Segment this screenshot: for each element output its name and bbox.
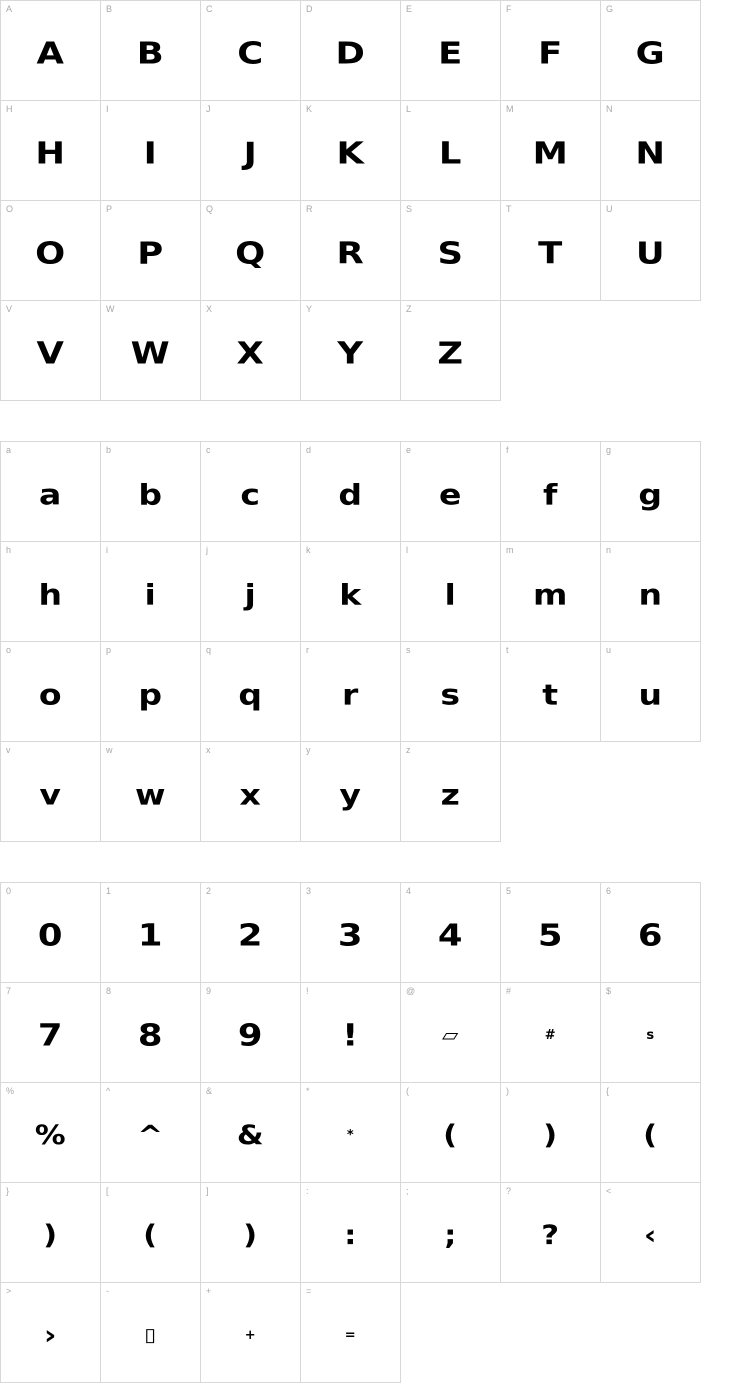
glyph-render: Z xyxy=(437,335,464,372)
glyph-code-label: D xyxy=(306,4,313,14)
glyph-render: G xyxy=(635,35,666,72)
glyph-cell[interactable] xyxy=(401,542,501,642)
glyph-block-lowercase xyxy=(0,441,701,842)
glyph-cell[interactable] xyxy=(501,442,601,542)
glyph-code-label: B xyxy=(106,4,113,14)
glyph-render: A xyxy=(36,35,65,72)
glyph-code-label: } xyxy=(6,1186,10,1196)
glyph-cell[interactable] xyxy=(501,1,601,101)
glyph-code-label: q xyxy=(206,645,212,655)
glyph-code-label: i xyxy=(106,545,108,555)
glyph-cell[interactable] xyxy=(1,542,101,642)
glyph-render: g xyxy=(638,477,663,512)
glyph-code-label: E xyxy=(406,4,413,14)
glyph-render: 8 xyxy=(137,1017,164,1054)
glyph-render: * xyxy=(346,1128,355,1143)
glyph-render: 1 xyxy=(137,917,164,954)
glyph-render: 9 xyxy=(237,1017,264,1054)
glyph-cell[interactable] xyxy=(101,1083,201,1183)
glyph-code-label: e xyxy=(406,445,412,455)
glyph-render: R xyxy=(336,235,365,272)
glyph-cell[interactable] xyxy=(401,301,501,401)
glyph-code-label: * xyxy=(306,1086,310,1096)
glyph-render: ) xyxy=(43,1220,58,1251)
glyph-render: = xyxy=(344,1328,357,1343)
glyph-code-label: j xyxy=(206,545,208,555)
glyph-cell[interactable] xyxy=(401,1183,501,1283)
glyph-cell-empty xyxy=(401,1283,500,1382)
glyph-cell[interactable] xyxy=(601,642,701,742)
glyph-render: J xyxy=(243,135,258,172)
glyph-cell[interactable] xyxy=(201,983,301,1083)
glyph-cell[interactable] xyxy=(101,742,201,842)
glyph-cell[interactable] xyxy=(101,542,201,642)
glyph-code-label: z xyxy=(406,745,411,755)
glyph-render: 4 xyxy=(437,917,464,954)
glyph-code-label: L xyxy=(406,104,412,114)
glyph-code-label: 7 xyxy=(6,986,12,996)
glyph-render: o xyxy=(38,677,63,712)
glyph-cell[interactable] xyxy=(501,201,601,301)
glyph-cell[interactable] xyxy=(201,642,301,742)
glyph-cell-empty xyxy=(501,742,600,841)
glyph-code-label: t xyxy=(506,645,509,655)
glyph-render: S xyxy=(437,235,464,272)
glyph-render: ▯ xyxy=(144,1324,157,1347)
glyph-render: P xyxy=(137,235,164,272)
glyph-cell[interactable] xyxy=(501,1183,601,1283)
glyph-render: i xyxy=(144,577,157,612)
glyph-cell[interactable] xyxy=(101,1283,201,1383)
glyph-cell[interactable] xyxy=(401,983,501,1083)
glyph-render: ( xyxy=(143,1220,158,1251)
glyph-code-label: 2 xyxy=(206,886,212,896)
glyph-render: E xyxy=(438,35,463,72)
glyph-render: k xyxy=(339,577,362,612)
glyph-code-label: Z xyxy=(406,304,412,314)
glyph-code-label: Y xyxy=(306,304,313,314)
glyph-cell[interactable] xyxy=(601,983,701,1083)
glyph-render: B xyxy=(136,35,165,72)
glyph-render: N xyxy=(635,135,666,172)
glyph-cell[interactable] xyxy=(1,201,101,301)
glyph-cell[interactable] xyxy=(101,201,201,301)
glyph-render: C xyxy=(237,35,264,72)
glyph-render: ) xyxy=(243,1220,258,1251)
glyph-cell[interactable] xyxy=(501,1083,601,1183)
glyph-render: L xyxy=(438,135,463,172)
glyph-code-label: = xyxy=(306,1286,312,1296)
glyph-cell[interactable] xyxy=(201,1083,301,1183)
glyph-code-label: ^ xyxy=(106,1086,111,1096)
glyph-render: 7 xyxy=(37,1017,64,1054)
glyph-cell[interactable] xyxy=(301,1283,401,1383)
glyph-render: e xyxy=(438,477,463,512)
glyph-block-uppercase xyxy=(0,0,701,401)
glyph-code-label: w xyxy=(106,745,113,755)
glyph-code-label: % xyxy=(6,1086,15,1096)
glyph-code-label: - xyxy=(106,1286,109,1296)
glyph-cell[interactable] xyxy=(501,983,601,1083)
glyph-render: V xyxy=(36,335,65,372)
glyph-code-label: > xyxy=(6,1286,12,1296)
glyph-code-label: J xyxy=(206,104,211,114)
glyph-code-label: 3 xyxy=(306,886,312,896)
glyph-code-label: p xyxy=(106,645,112,655)
glyph-cell[interactable] xyxy=(301,1183,401,1283)
glyph-cell[interactable] xyxy=(201,201,301,301)
glyph-cell[interactable] xyxy=(201,1,301,101)
glyph-cell[interactable] xyxy=(501,542,601,642)
glyph-code-label: y xyxy=(306,745,311,755)
glyph-code-label: $ xyxy=(606,986,612,996)
glyph-cell[interactable] xyxy=(601,201,701,301)
glyph-code-label: + xyxy=(206,1286,212,1296)
glyph-cell[interactable] xyxy=(301,101,401,201)
glyph-code-label: v xyxy=(6,745,11,755)
glyph-cell[interactable] xyxy=(401,201,501,301)
glyph-cell[interactable] xyxy=(601,1083,701,1183)
glyph-code-label: < xyxy=(606,1186,612,1196)
glyph-code-label: k xyxy=(306,545,311,555)
glyph-render: u xyxy=(638,677,663,712)
glyph-render: p xyxy=(138,677,163,712)
glyph-cell[interactable] xyxy=(401,883,501,983)
glyph-code-label: : xyxy=(306,1186,309,1196)
glyph-code-label: 5 xyxy=(506,886,512,896)
glyph-cell[interactable] xyxy=(301,201,401,301)
glyph-code-label: A xyxy=(6,4,13,14)
glyph-cell[interactable] xyxy=(101,983,201,1083)
block-separator xyxy=(0,842,740,882)
glyph-cell[interactable] xyxy=(501,101,601,201)
glyph-render: 6 xyxy=(637,917,664,954)
glyph-render: t xyxy=(542,677,559,712)
glyph-cell[interactable] xyxy=(101,883,201,983)
glyph-code-label: M xyxy=(506,104,514,114)
glyph-cell[interactable] xyxy=(301,642,401,742)
glyph-render: s xyxy=(646,1028,655,1043)
glyph-cell[interactable] xyxy=(401,101,501,201)
glyph-cell[interactable] xyxy=(301,301,401,401)
glyph-code-label: 6 xyxy=(606,886,612,896)
glyph-cell[interactable] xyxy=(601,101,701,201)
glyph-code-label: G xyxy=(606,4,614,14)
glyph-cell[interactable] xyxy=(101,101,201,201)
glyph-cell[interactable] xyxy=(301,983,401,1083)
glyph-cell[interactable] xyxy=(101,301,201,401)
glyph-render: 3 xyxy=(337,917,364,954)
glyph-code-label: # xyxy=(506,986,512,996)
glyph-cell[interactable] xyxy=(201,301,301,401)
glyph-cell[interactable] xyxy=(301,1083,401,1183)
glyph-cell[interactable] xyxy=(201,742,301,842)
glyph-render: O xyxy=(35,235,66,272)
glyph-code-label: h xyxy=(6,545,12,555)
glyph-cell[interactable] xyxy=(1,983,101,1083)
glyph-render: T xyxy=(538,235,563,272)
glyph-code-label: ] xyxy=(206,1186,209,1196)
glyph-render: 0 xyxy=(37,917,64,954)
glyph-code-label: H xyxy=(6,104,13,114)
glyph-code-label: X xyxy=(206,304,213,314)
glyph-code-label: ) xyxy=(506,1086,509,1096)
glyph-render: X xyxy=(236,335,265,372)
glyph-cell[interactable] xyxy=(301,742,401,842)
glyph-code-label: 8 xyxy=(106,986,112,996)
glyph-render: H xyxy=(35,135,66,172)
glyph-render: I xyxy=(143,135,158,172)
glyph-code-label: P xyxy=(106,204,113,214)
glyph-code-label: c xyxy=(206,445,211,455)
block-separator xyxy=(0,401,740,441)
glyph-render: & xyxy=(236,1120,265,1151)
glyph-cell[interactable] xyxy=(301,1,401,101)
glyph-render: s xyxy=(440,677,461,712)
glyph-cell-empty xyxy=(601,1283,700,1382)
glyph-cell[interactable] xyxy=(401,742,501,842)
glyph-cell[interactable] xyxy=(101,642,201,742)
glyph-render: Y xyxy=(337,335,364,372)
glyph-code-label: K xyxy=(306,104,313,114)
glyph-code-label: l xyxy=(406,545,408,555)
glyph-cell-empty xyxy=(601,301,700,400)
glyph-render: : xyxy=(344,1220,357,1251)
glyph-render: m xyxy=(532,577,569,612)
glyph-render: ▱ xyxy=(442,1024,459,1047)
glyph-code-label: S xyxy=(406,204,413,214)
glyph-cell[interactable] xyxy=(1,642,101,742)
glyph-code-label: { xyxy=(606,1086,610,1096)
glyph-cell[interactable] xyxy=(601,442,701,542)
glyph-render: j xyxy=(244,577,257,612)
glyph-code-label: U xyxy=(606,204,613,214)
glyph-render: ? xyxy=(541,1220,560,1251)
glyph-code-label: C xyxy=(206,4,213,14)
glyph-render: U xyxy=(635,235,666,272)
glyph-code-label: I xyxy=(106,104,109,114)
glyph-render: ( xyxy=(643,1120,658,1151)
glyph-cell[interactable] xyxy=(1,1183,101,1283)
glyph-render: a xyxy=(39,477,62,512)
glyph-code-label: & xyxy=(206,1086,213,1096)
glyph-render: # xyxy=(544,1028,557,1043)
glyph-render: K xyxy=(336,135,365,172)
glyph-code-label: ? xyxy=(506,1186,512,1196)
glyph-render: W xyxy=(130,335,171,372)
glyph-render: Q xyxy=(235,235,266,272)
glyph-code-label: 4 xyxy=(406,886,412,896)
glyph-render: F xyxy=(538,35,563,72)
glyph-code-label: ; xyxy=(406,1186,409,1196)
glyph-code-label: V xyxy=(6,304,13,314)
glyph-cell[interactable] xyxy=(101,1,201,101)
glyph-code-label: F xyxy=(506,4,512,14)
glyph-cell[interactable] xyxy=(501,883,601,983)
glyph-cell[interactable] xyxy=(601,542,701,642)
glyph-render: v xyxy=(39,777,62,812)
glyph-render: › xyxy=(43,1320,58,1351)
glyph-cell[interactable] xyxy=(1,1,101,101)
glyph-cell[interactable] xyxy=(1,301,101,401)
glyph-render: 2 xyxy=(237,917,264,954)
glyph-code-label: b xyxy=(106,445,112,455)
glyph-code-label: N xyxy=(606,104,613,114)
glyph-render: w xyxy=(134,777,167,812)
glyph-cell[interactable] xyxy=(301,442,401,542)
glyph-render: h xyxy=(38,577,63,612)
glyph-render: D xyxy=(335,35,366,72)
glyph-cell[interactable] xyxy=(501,642,601,742)
glyph-cell[interactable] xyxy=(1,1083,101,1183)
glyph-code-label: o xyxy=(6,645,12,655)
glyph-render: + xyxy=(244,1328,257,1343)
glyph-code-label: 1 xyxy=(106,886,112,896)
glyph-cell[interactable] xyxy=(201,1283,301,1383)
glyph-cell[interactable] xyxy=(401,442,501,542)
glyph-render: b xyxy=(138,477,163,512)
glyph-cell[interactable] xyxy=(401,1083,501,1183)
glyph-render: ^ xyxy=(137,1120,164,1151)
glyph-render: q xyxy=(238,677,263,712)
glyph-code-label: r xyxy=(306,645,309,655)
glyph-cell[interactable] xyxy=(101,1183,201,1283)
glyph-cell[interactable] xyxy=(1,883,101,983)
glyph-cell-empty xyxy=(601,742,700,841)
glyph-code-label: ! xyxy=(306,986,309,996)
glyph-code-label: O xyxy=(6,204,14,214)
glyph-cell[interactable] xyxy=(401,642,501,742)
glyph-code-label: m xyxy=(506,545,514,555)
glyph-render: ; xyxy=(444,1220,457,1251)
glyph-cell[interactable] xyxy=(601,883,701,983)
glyph-render: c xyxy=(240,477,261,512)
glyph-code-label: W xyxy=(106,304,115,314)
glyph-code-label: d xyxy=(306,445,312,455)
glyph-render: z xyxy=(440,777,461,812)
glyph-cell[interactable] xyxy=(401,1,501,101)
glyph-cell[interactable] xyxy=(201,1183,301,1283)
glyph-cell[interactable] xyxy=(601,1183,701,1283)
glyph-cell[interactable] xyxy=(101,442,201,542)
glyph-cell-empty xyxy=(501,1283,600,1382)
glyph-code-label: @ xyxy=(406,986,416,996)
glyph-code-label: 9 xyxy=(206,986,212,996)
glyph-cell[interactable] xyxy=(201,101,301,201)
glyph-cell[interactable] xyxy=(301,883,401,983)
glyph-code-label: n xyxy=(606,545,612,555)
glyph-render: x xyxy=(239,777,262,812)
glyph-cell[interactable] xyxy=(601,1,701,101)
glyph-cell[interactable] xyxy=(201,883,301,983)
glyph-code-label: s xyxy=(406,645,411,655)
glyph-code-label: a xyxy=(6,445,12,455)
glyph-cell[interactable] xyxy=(1,1283,101,1383)
glyph-render: ‹ xyxy=(643,1220,658,1251)
glyph-cell[interactable] xyxy=(201,442,301,542)
glyph-code-label: u xyxy=(606,645,612,655)
glyph-cell[interactable] xyxy=(301,542,401,642)
glyph-code-label: g xyxy=(606,445,612,455)
glyph-render: l xyxy=(444,577,457,612)
glyph-code-label: f xyxy=(506,445,509,455)
glyph-cell[interactable] xyxy=(1,101,101,201)
glyph-render: y xyxy=(339,777,362,812)
glyph-cell[interactable] xyxy=(201,542,301,642)
glyph-render: 5 xyxy=(537,917,564,954)
glyph-render: n xyxy=(638,577,663,612)
glyph-render: ) xyxy=(543,1120,558,1151)
glyph-render: ! xyxy=(342,1017,359,1054)
glyph-code-label: Q xyxy=(206,204,214,214)
glyph-code-label: x xyxy=(206,745,211,755)
glyph-render: f xyxy=(543,477,558,512)
glyph-code-label: 0 xyxy=(6,886,12,896)
glyph-code-label: [ xyxy=(106,1186,109,1196)
glyph-cell[interactable] xyxy=(1,442,101,542)
glyph-code-label: R xyxy=(306,204,313,214)
glyph-cell-empty xyxy=(501,301,600,400)
glyph-render: M xyxy=(532,135,569,172)
glyph-cell[interactable] xyxy=(1,742,101,842)
glyph-render: % xyxy=(34,1120,67,1151)
glyph-code-label: ( xyxy=(406,1086,409,1096)
glyph-render: d xyxy=(338,477,363,512)
glyph-render: r xyxy=(342,677,359,712)
glyph-render: ( xyxy=(443,1120,458,1151)
glyph-code-label: T xyxy=(506,204,512,214)
glyph-block-digits-and-symbols xyxy=(0,882,701,1383)
